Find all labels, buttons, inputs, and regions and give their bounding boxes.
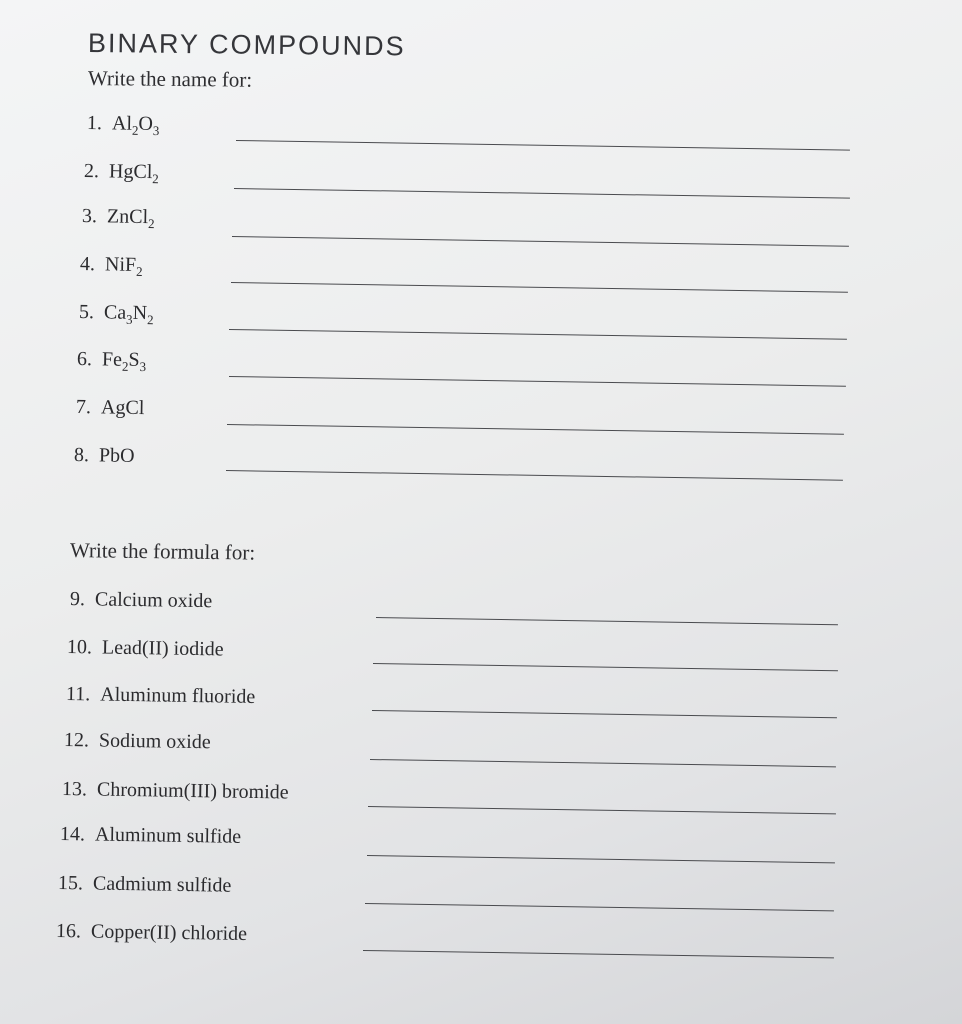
compound-name: Cadmium sulfide: [92, 872, 232, 897]
formula-symbol: Fe: [101, 348, 123, 371]
item-number: 13.: [61, 778, 88, 801]
name-item: [74, 444, 135, 468]
compound-name: Aluminum sulfide: [94, 823, 242, 848]
formula-item: [56, 920, 247, 946]
answer-line[interactable]: [229, 376, 846, 387]
formula-subscript: 2: [152, 171, 159, 187]
formula-subscript: 2: [131, 122, 139, 138]
item-number: 12.: [63, 729, 90, 752]
chemical-formula: [103, 301, 154, 328]
formula-subscript: 3: [139, 358, 147, 375]
formula-symbol: Ca: [103, 301, 127, 324]
answer-line[interactable]: [373, 663, 838, 671]
item-number: 15.: [57, 872, 84, 895]
formula-subscript: 2: [121, 358, 129, 374]
compound-name: Calcium oxide: [94, 588, 213, 613]
item-number: 16.: [55, 920, 82, 943]
answer-line[interactable]: [236, 140, 850, 151]
formula-symbol: Al: [111, 112, 133, 135]
name-item: [86, 112, 160, 139]
item-number: 8.: [73, 444, 90, 467]
item-number: 1.: [86, 112, 103, 135]
name-item: [83, 160, 159, 187]
formula-symbol: HgCl: [108, 160, 153, 184]
formula-item: [62, 778, 289, 805]
answer-line[interactable]: [226, 470, 843, 481]
formula-symbol: S: [128, 348, 140, 371]
chemical-formula: [101, 348, 147, 375]
formula-subscript: 3: [152, 123, 160, 139]
answer-line[interactable]: [367, 855, 835, 863]
chemical-formula: [101, 396, 145, 419]
answer-line[interactable]: [363, 950, 834, 958]
formula-symbol: PbO: [98, 444, 135, 467]
formula-subscript: 2: [146, 312, 154, 328]
name-item: [78, 301, 154, 328]
compound-name: Chromium(III) bromide: [96, 778, 289, 804]
formula-item: [58, 872, 232, 898]
compound-name: Aluminum fluoride: [100, 683, 256, 708]
formula-item: [64, 729, 211, 754]
formula-item: [70, 588, 213, 613]
item-number: 6.: [76, 348, 93, 371]
item-number: 2.: [83, 160, 100, 183]
item-number: 14.: [59, 823, 86, 846]
formula-item: [66, 683, 256, 709]
item-number: 4.: [79, 253, 96, 276]
formula-symbol: N: [132, 301, 148, 325]
answer-line[interactable]: [370, 759, 836, 767]
name-item: [76, 396, 145, 420]
name-item: [76, 348, 147, 375]
chemical-formula: [108, 160, 159, 187]
worksheet-title: BINARY COMPOUNDS: [87, 28, 406, 62]
compound-name: Sodium oxide: [98, 729, 211, 754]
answer-line[interactable]: [227, 424, 844, 435]
answer-line[interactable]: [372, 710, 837, 718]
item-number: 10.: [66, 636, 93, 659]
item-number: 11.: [65, 683, 91, 706]
formula-subscript: 2: [135, 263, 143, 279]
answer-line[interactable]: [365, 903, 834, 911]
formula-symbol: O: [138, 112, 154, 136]
chemical-formula: [104, 253, 143, 279]
item-number: 3.: [81, 205, 98, 228]
answer-line[interactable]: [368, 806, 836, 814]
formula-subscript: 3: [126, 311, 133, 327]
formula-item: [67, 636, 224, 661]
section1-instruction: Write the name for:: [87, 66, 253, 92]
chemical-formula: [106, 205, 155, 232]
answer-line[interactable]: [232, 236, 849, 247]
formula-symbol: AgCl: [100, 396, 145, 420]
answer-line[interactable]: [234, 188, 850, 199]
answer-line[interactable]: [229, 329, 847, 340]
name-item: [80, 253, 143, 277]
formula-symbol: NiF: [104, 253, 137, 276]
section2-instruction: Write the formula for:: [69, 538, 256, 565]
name-item: [81, 205, 155, 232]
formula-symbol: ZnCl: [106, 205, 149, 229]
formula-item: [60, 823, 241, 849]
chemical-formula: [99, 444, 135, 467]
item-number: 9.: [69, 588, 86, 611]
answer-line[interactable]: [376, 617, 838, 625]
item-number: 7.: [75, 396, 92, 419]
item-number: 5.: [78, 301, 95, 324]
chemical-formula: [111, 112, 160, 139]
compound-name: Copper(II) chloride: [90, 920, 248, 945]
compound-name: Lead(II) iodide: [101, 636, 224, 661]
answer-line[interactable]: [231, 282, 848, 293]
formula-subscript: 2: [147, 216, 155, 232]
